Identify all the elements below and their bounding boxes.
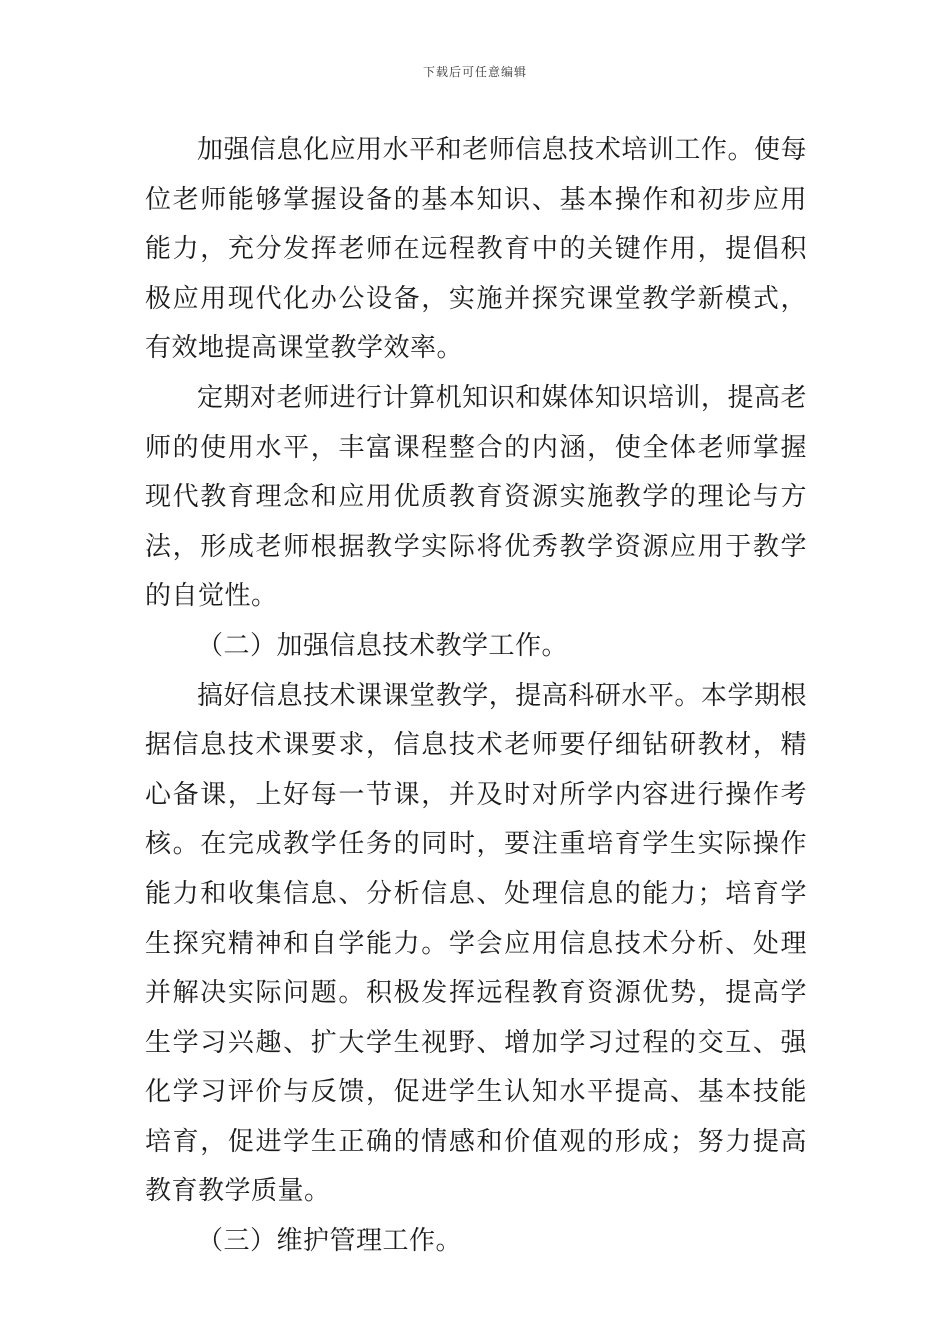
paragraph-computer-training: 定期对老师进行计算机知识和媒体知识培训，提高老师的使用水平，丰富课程整合的内涵，使全体老师掌握现代教育理念和应用优质教育资源实施教学的理论与方法，形成老师根据教学实际将优秀教学资源应用于教学的自觉性。: [145, 382, 807, 612]
section-heading-3: （三）维护管理工作。: [197, 1226, 463, 1257]
paragraph-it-teaching: 搞好信息技术课课堂教学，提高科研水平。本学期根据信息技术课要求，信息技术老师要仔细钻研教材，精心备课，上好每一节课，并及时对所学内容进行操作考核。在完成教学任务的同时，要注重培育学生实际操作能力和收集信息、分析信息、处理信息的能力；培育学生探究精神和自学能力。学会应用信息技术分析、处理并解决实际问题。积极发挥远程教育资源优势，提高学生学习兴趣、扩大学生视野、增加学习过程的交互、强化学习评价与反馈，促进学生认知水平提高、基本技能培育，促进学生正确的情感和价值观的形成；努力提高教育教学质量。: [145, 680, 807, 1207]
section-heading-2: （二）加强信息技术教学工作。: [197, 630, 569, 661]
page-header-note: 下载后可任意编辑: [422, 65, 527, 79]
paragraph-teacher-training: 加强信息化应用水平和老师信息技术培训工作。使每位老师能够掌握设备的基本知识、基本操作和初步应用能力，充分发挥老师在远程教育中的关键作用，提倡积极应用现代化办公设备，实施并探究课堂教学新模式，有效地提高课堂教学效率。: [145, 135, 807, 364]
document-body: [145, 126, 807, 1267]
